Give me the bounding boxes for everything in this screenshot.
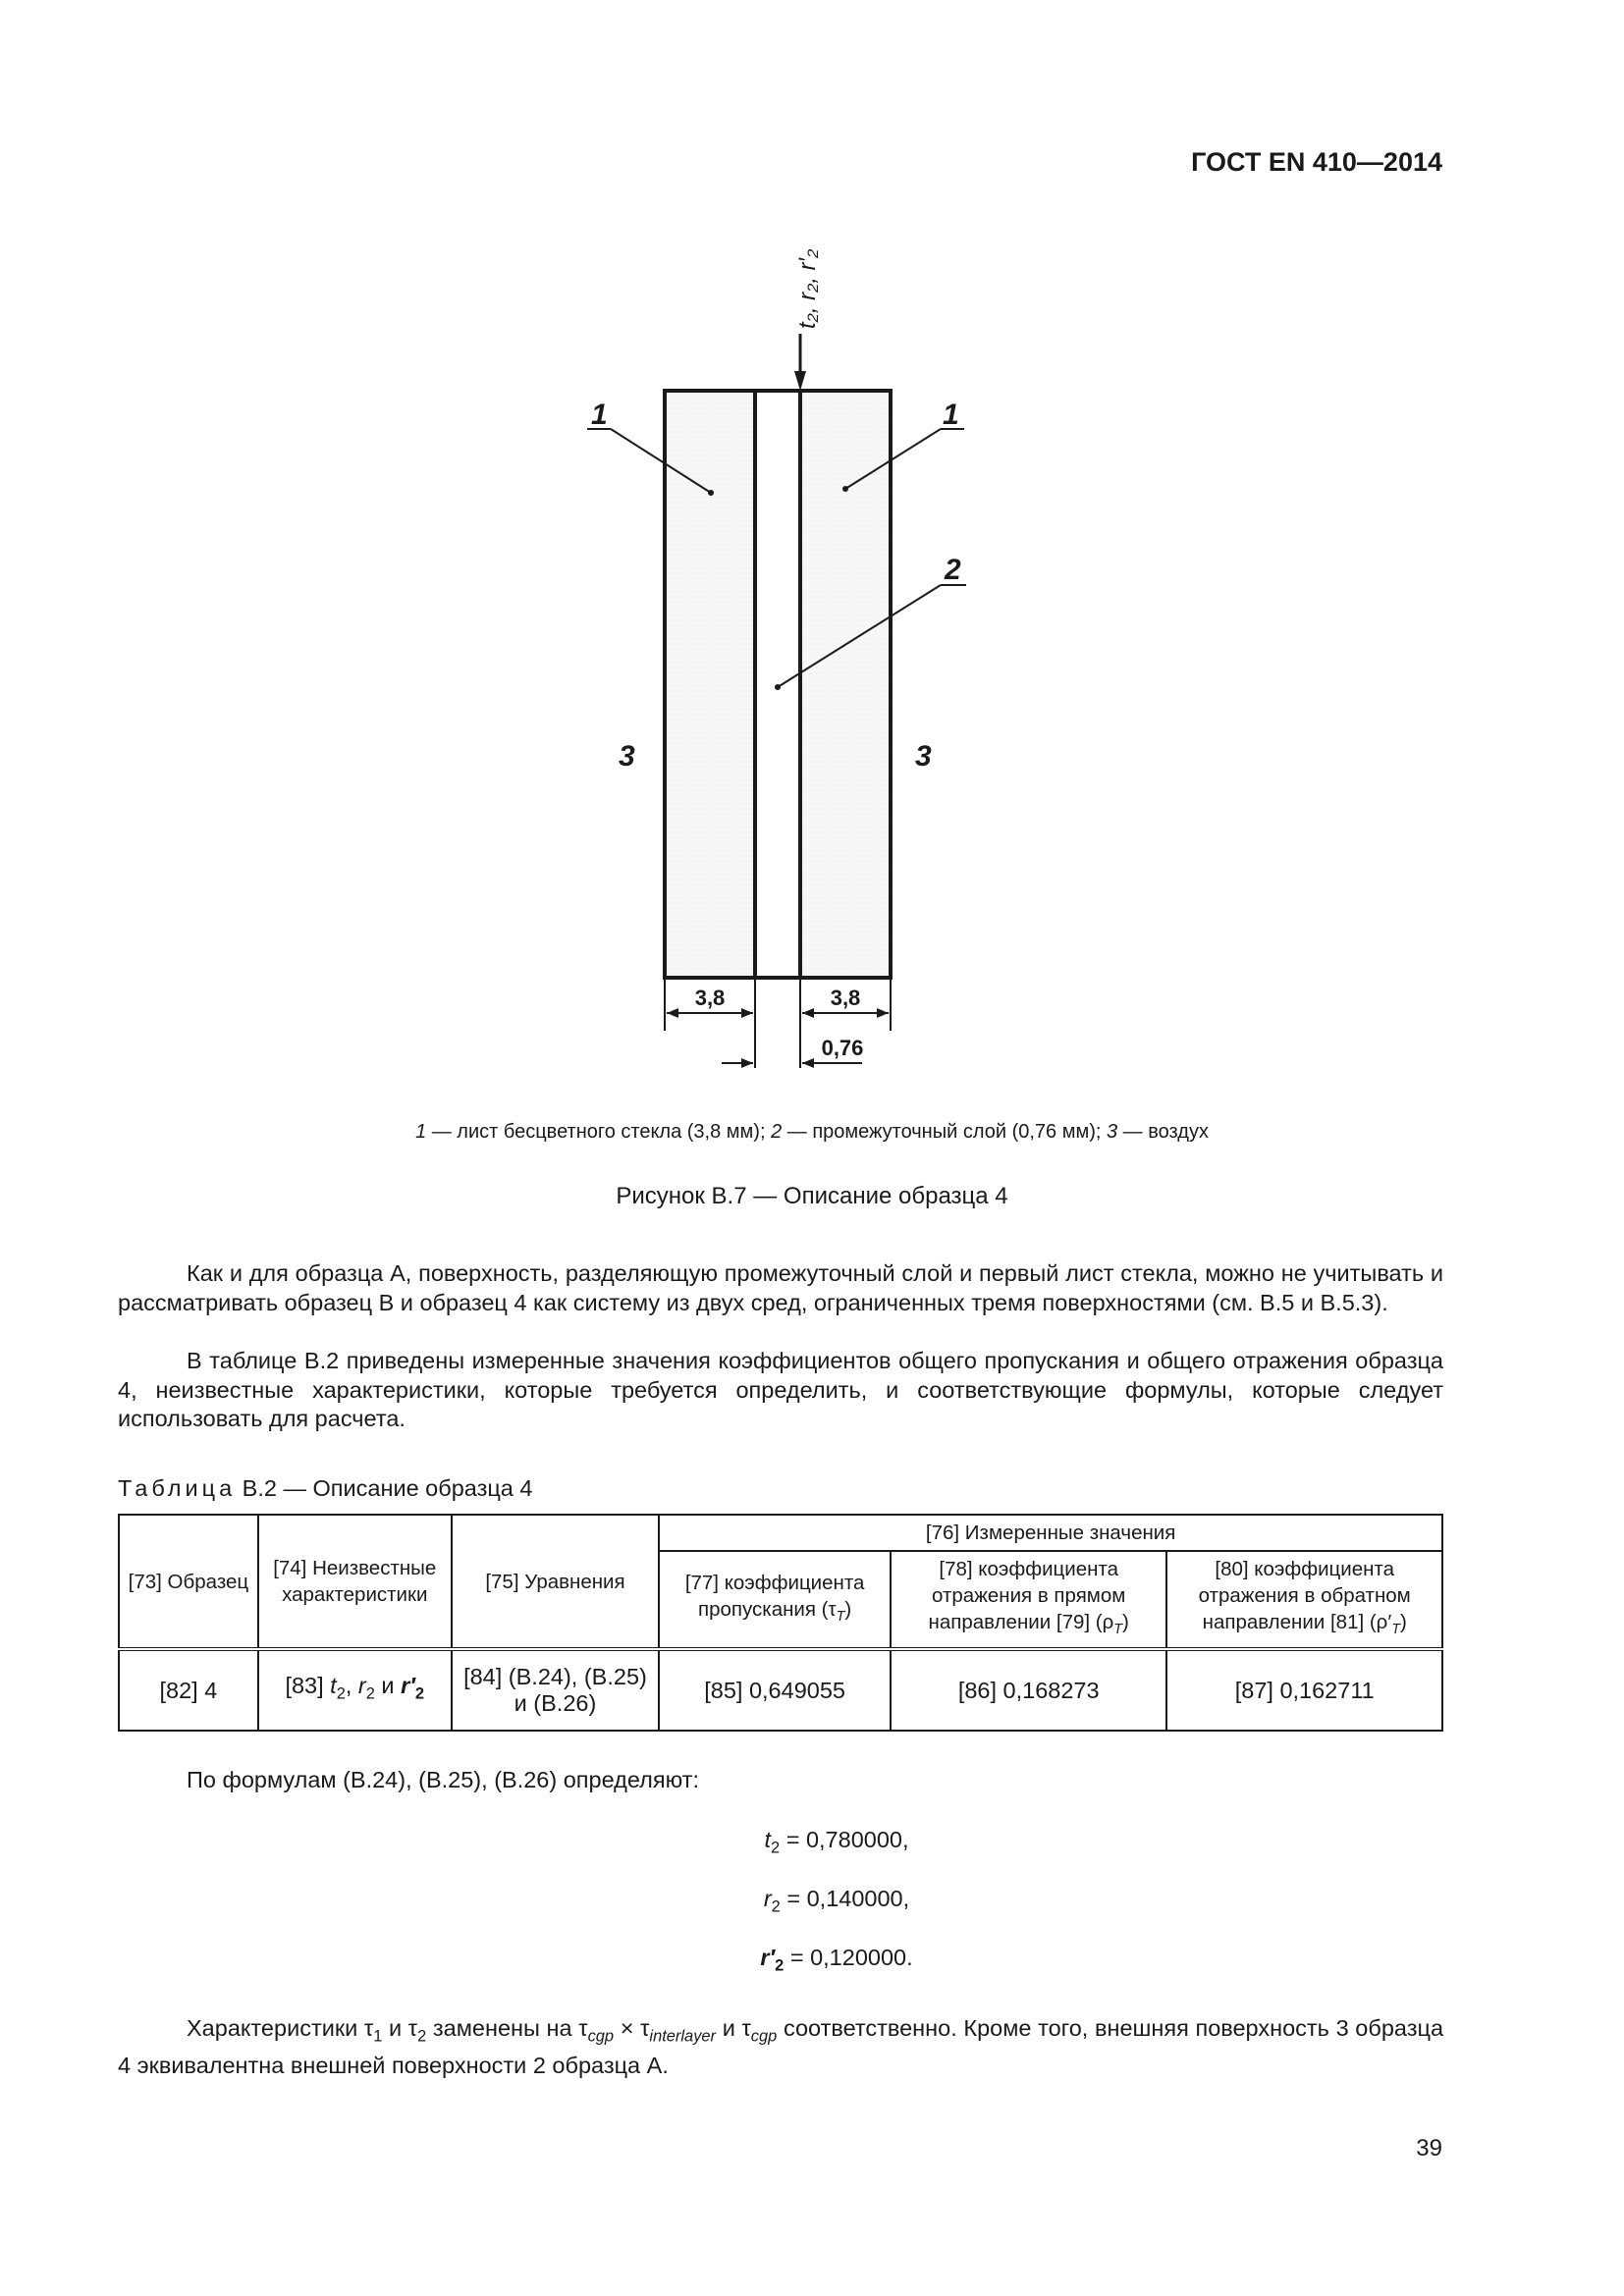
cell-unknown-rp: r′ [401, 1673, 415, 1699]
callout-1-right-dot [842, 486, 848, 492]
header-equations: [75] Уравнения [452, 1515, 660, 1649]
table-row [119, 1649, 1442, 1731]
dim-left-label: 3,8 [694, 986, 726, 1010]
dim-mid-arrow-right [802, 1058, 814, 1068]
final-paragraph [118, 2014, 1443, 2081]
header-transmittance-text: [77] коэффициента пропускания (τ [684, 1571, 865, 1621]
final-text-b: и τ [382, 2015, 418, 2041]
final-sub-c: cgp [587, 2027, 615, 2046]
air-label-right: 3 [915, 740, 932, 773]
header-reflectance-reverse-close: ) [1399, 1611, 1407, 1633]
cell-reflectance-reverse: [87] 0,162711 [1166, 1649, 1442, 1731]
cell-equations: [84] (В.24), (В.25) и (В.26) [452, 1649, 660, 1731]
document-code: ГОСТ EN 410—2014 [1191, 147, 1442, 177]
figure-caption: Рисунок В.7 — Описание образца 4 [616, 1183, 1008, 1209]
header-reflectance-direct-text: [78] коэффициента отражения в прямом направлении [79] (ρ [928, 1558, 1126, 1633]
cell-unknown-t-sub: 2 [336, 1684, 346, 1703]
header-unknown: [74] Неизвестные характеристики [258, 1515, 452, 1649]
legend-number-1: 1 [415, 1121, 427, 1143]
figure-legend [0, 1121, 1624, 1144]
header-transmittance [659, 1551, 891, 1649]
after-table-text-content: По формулам (В.24), (В.25), (В.26) определяют: [187, 1767, 699, 1792]
glass-sheet-left [665, 391, 755, 978]
callout-1-right: 1 [943, 399, 959, 431]
final-sub-d: interlayer [649, 2027, 717, 2046]
header-reflectance-reverse [1166, 1551, 1442, 1649]
header-reflectance-reverse-sub: T [1391, 1622, 1400, 1638]
header-reflectance-direct [891, 1551, 1167, 1649]
cell-reflectance-direct: [86] 0,168273 [891, 1649, 1167, 1731]
paragraph-2-text: В таблице В.2 приведены измеренные значения коэффициентов общего пропускания и общего отражения образца 4, неизвестные характеристики, которые требуется определить, и соответствующие формулы, которые следует использовать для расчета. [118, 1348, 1443, 1431]
cell-sample: [82] 4 [119, 1649, 258, 1731]
result-t2-sub: 2 [771, 1839, 781, 1857]
table-title [118, 1475, 532, 1502]
header-transmittance-sub: T [836, 1608, 845, 1625]
result-t2-symbol: t [764, 1827, 772, 1852]
dim-left-arrow-a [667, 1008, 678, 1018]
final-text-f: соответственно. Кроме того, внешняя поверхность 3 образца 4 эквивалентна внешней поверхности 2 образца А. [118, 2015, 1444, 2079]
dim-mid-label: 0,76 [821, 1036, 864, 1060]
result-r2-value: = 0,140000, [780, 1886, 910, 1911]
legend-number-2: 2 [771, 1121, 783, 1143]
result-r2-prime [0, 1945, 1624, 1976]
paragraph-1 [118, 1259, 1443, 1317]
dim-mid-arrow-left [741, 1058, 753, 1068]
header-reflectance-reverse-text: [80] коэффициента отражения в обратном направлении [81] (ρ′ [1198, 1558, 1411, 1633]
cell-unknown-rp-sub: 2 [414, 1684, 425, 1703]
paragraph-1-text: Как и для образца А, поверхность, разделяющую промежуточный слой и первый лист стекла, можно не учитывать и рассматривать образец В и образец 4 как систему из двух сред, ограниченных тремя поверхностями (см. В.5 и В.5.3). [118, 1260, 1443, 1315]
after-table-text [118, 1766, 1443, 1795]
sample-diagram [550, 236, 1080, 1080]
final-text-e: и τ [716, 2015, 751, 2041]
header-transmittance-close: ) [844, 1597, 852, 1621]
result-r2-prime-value: = 0,120000. [784, 1945, 913, 1970]
callout-2-dot [775, 684, 781, 690]
cell-unknown-r: r [357, 1673, 366, 1699]
cell-unknown: [83] $t_2$, $r_2$ и $r'_2$ [258, 1649, 452, 1731]
cell-unknown-prefix: [83] [285, 1673, 331, 1699]
dim-right-arrow-a [802, 1008, 814, 1018]
final-sub-a: 1 [373, 2027, 383, 2046]
final-text-d: × τ [614, 2015, 650, 2041]
callout-1-left-dot [708, 490, 714, 496]
result-r2-symbol: r [763, 1886, 772, 1911]
sample-table [118, 1514, 1443, 1732]
cell-unknown-and: и [374, 1673, 402, 1699]
result-r2-sub: 2 [771, 1897, 781, 1916]
legend-number-3: 3 [1107, 1121, 1118, 1143]
result-r2-prime-symbol: r′ [760, 1945, 776, 1970]
header-reflectance-direct-close: ) [1122, 1611, 1129, 1633]
paragraph-2 [118, 1347, 1443, 1434]
result-r2 [0, 1886, 1624, 1917]
table-title-rest: В.2 — Описание образца 4 [236, 1475, 533, 1501]
incident-label: t₂, r₂, r′₂ [794, 248, 821, 329]
result-r2-prime-sub: 2 [775, 1956, 785, 1975]
legend-text-2: — промежуточный слой (0,76 мм); [782, 1121, 1107, 1143]
table-title-word: Таблица [118, 1475, 237, 1501]
header-measured: [76] Измеренные значения [659, 1515, 1442, 1551]
page-number: 39 [1416, 2135, 1442, 2162]
dim-left-arrow-b [741, 1008, 753, 1018]
result-t2-value: = 0,780000, [780, 1827, 909, 1852]
final-sub-e: cgp [750, 2027, 778, 2046]
final-text-a: Характеристики τ [187, 2015, 374, 2041]
callout-2: 2 [945, 554, 961, 586]
cell-unknown-r-sub: 2 [365, 1684, 375, 1703]
final-sub-b: 2 [417, 2027, 427, 2046]
cell-unknown-t: t [330, 1673, 337, 1699]
glass-sheet-right [800, 391, 891, 978]
header-reflectance-direct-sub: T [1113, 1622, 1123, 1638]
air-label-left: 3 [619, 740, 635, 773]
dim-right-arrow-b [877, 1008, 889, 1018]
dim-right-label: 3,8 [830, 986, 861, 1010]
legend-text-3: — воздух [1117, 1121, 1209, 1143]
final-text-c: заменены на τ [426, 2015, 588, 2041]
result-t2 [0, 1827, 1624, 1858]
header-sample: [73] Образец [119, 1515, 258, 1649]
callout-1-left: 1 [591, 399, 608, 431]
legend-text-1: — лист бесцветного стекла (3,8 мм); [426, 1121, 772, 1143]
cell-transmittance: [85] 0,649055 [659, 1649, 891, 1731]
incident-arrow-head [794, 371, 806, 391]
